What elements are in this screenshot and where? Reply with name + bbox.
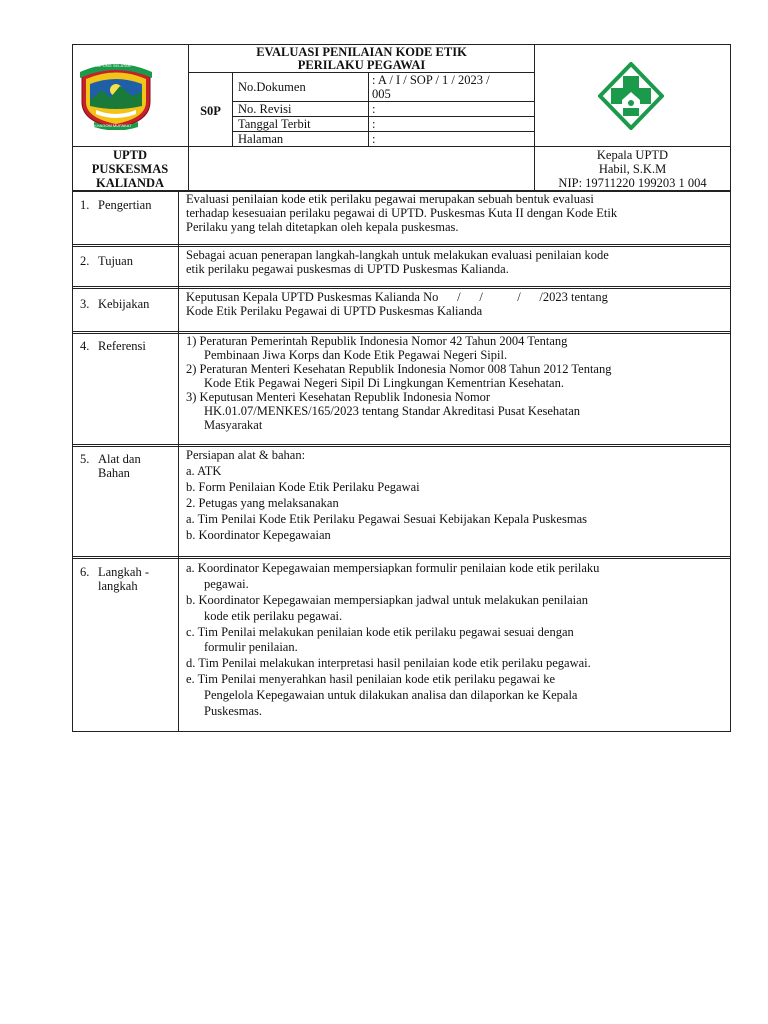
meta-label-halaman: Halaman [238,132,284,146]
section-text: Evaluasi penilaian kode etik perilaku pegawai merupakan sebuah bentuk evaluasi [186,192,594,206]
section-number-1: 1. [80,198,90,212]
sop-label: S0P [200,104,221,118]
meta-value-halaman: : [372,132,376,146]
section-text: Puskesmas. [204,704,262,718]
meta-label-tanggal-terbit: Tanggal Terbit [238,117,311,131]
section-label-alat-dan-bahan: Alat dan [98,452,141,466]
section-text: b. Koordinator Kepegawaian [186,528,331,542]
org-name-line1: UPTD [112,148,148,162]
section-number-3: 3. [80,297,90,311]
section-label-langkah-cont: langkah [98,579,138,593]
section-label-pengertian: Pengertian [98,198,152,212]
section-text: kode etik perilaku pegawai. [204,609,343,623]
section-text: Perilaku yang telah ditetapkan oleh kepala puskesmas. [186,220,459,234]
section-text: Pembinaan Jiwa Korps dan Kode Etik Pegawai Negeri Sipil. [204,348,508,362]
section-text: a. ATK [186,464,222,478]
signer-title: Kepala UPTD [596,148,669,162]
section-text: 1) Peraturan Pemerintah Republik Indonesia Nomor 42 Tahun 2004 Tentang [186,334,568,348]
meta-value-no-revisi: : [372,102,376,116]
section-text: c. Tim Penilai melakukan penilaian kode etik perilaku pegawai sesuai dengan [186,625,574,639]
meta-label-no-dokumen: No.Dokumen [238,80,306,94]
section-text: d. Tim Penilai melakukan interpretasi hasil penilaian kode etik perilaku pegawai. [186,656,591,670]
section-text: terhadap kesesuaian perilaku pegawai di UPTD. Puskesmas Kuta II dengan Kode Etik [186,206,618,220]
section-label-tujuan: Tujuan [98,254,133,268]
section-label-langkah: Langkah - [98,565,150,579]
meta-value-no-dokumen: : A / I / SOP / 1 / 2023 / [372,73,490,87]
section-text: 3) Keputusan Menteri Kesehatan Republik Indonesia Nomor [186,390,491,404]
section-text: HK.01.07/MENKES/165/2023 tentang Standar Akreditasi Pusat Kesehatan [204,404,580,418]
section-label-alat-dan-bahan-cont: Bahan [98,466,130,480]
meta-label-no-revisi: No. Revisi [238,102,292,116]
section-label-kebijakan: Kebijakan [98,297,150,311]
kabupaten-logo [76,62,156,130]
section-number-6: 6. [80,565,90,579]
section-text: Keputusan Kepala UPTD Puskesmas Kalianda No / / / /2023 tentang [186,290,608,304]
section-text: 2) Peraturan Menteri Kesehatan Republik Indonesia Nomor 008 Tahun 2012 Tentang [186,362,612,376]
section-number-4: 4. [80,339,90,353]
section-text: formulir penilaian. [204,640,298,654]
meta-value-no-dokumen-cont: 005 [372,87,391,101]
document-title-line1: EVALUASI PENILAIAN KODE ETIK [256,45,467,59]
section-text: a. Tim Penilai Kode Etik Perilaku Pegawai Sesuai Kebijakan Kepala Puskesmas [186,512,587,526]
section-text: Pengelola Kepegawaian untuk dilakukan analisa dan dilaporkan ke Kepala [204,688,578,702]
section-text: Persiapan alat & bahan: [186,448,306,462]
section-text: a. Koordinator Kepegawaian mempersiapkan formulir penilaian kode etik perilaku [186,561,600,575]
section-text: Sebagai acuan penerapan langkah-langkah untuk melakukan evaluasi penilaian kode [186,248,609,262]
section-text: Kode Etik Perilaku Pegawai di UPTD Puskesmas Kalianda [186,304,483,318]
section-number-5: 5. [80,452,90,466]
section-text: Masyarakat [204,418,263,432]
section-number-2: 2. [80,254,90,268]
signer-nip: NIP: 19711220 199203 1 004 [558,176,707,190]
section-text: e. Tim Penilai menyerahkan hasil penilaian kode etik perilaku pegawai ke [186,672,555,686]
section-text: b. Form Penilaian Kode Etik Perilaku Pegawai [186,480,420,494]
section-text: pegawai. [204,577,249,591]
section-text: etik perilaku pegawai puskesmas di UPTD Puskesmas Kalianda. [186,262,509,276]
section-text: Kode Etik Pegawai Negeri Sipil Di Lingkungan Kementrian Kesehatan. [204,376,564,390]
section-text: 2. Petugas yang melaksanakan [186,496,339,510]
logo-bottom-text: KHAGOM MUFAKAT [94,123,132,128]
org-name-line2: PUSKESMAS [91,162,169,176]
org-name-line3: KALIANDA [95,176,165,190]
logo-top-text: LAMPUNG SELATAN [92,63,131,68]
signer-name: Habil, S.K.M [598,162,667,176]
document-title-line2: PERILAKU PEGAWAI [297,58,426,72]
meta-value-tanggal-terbit: : [372,117,376,131]
puskesmas-logo [598,62,664,130]
section-text: b. Koordinator Kepegawaian mempersiapkan jadwal untuk melakukan penilaian [186,593,588,607]
section-label-referensi: Referensi [98,339,146,353]
